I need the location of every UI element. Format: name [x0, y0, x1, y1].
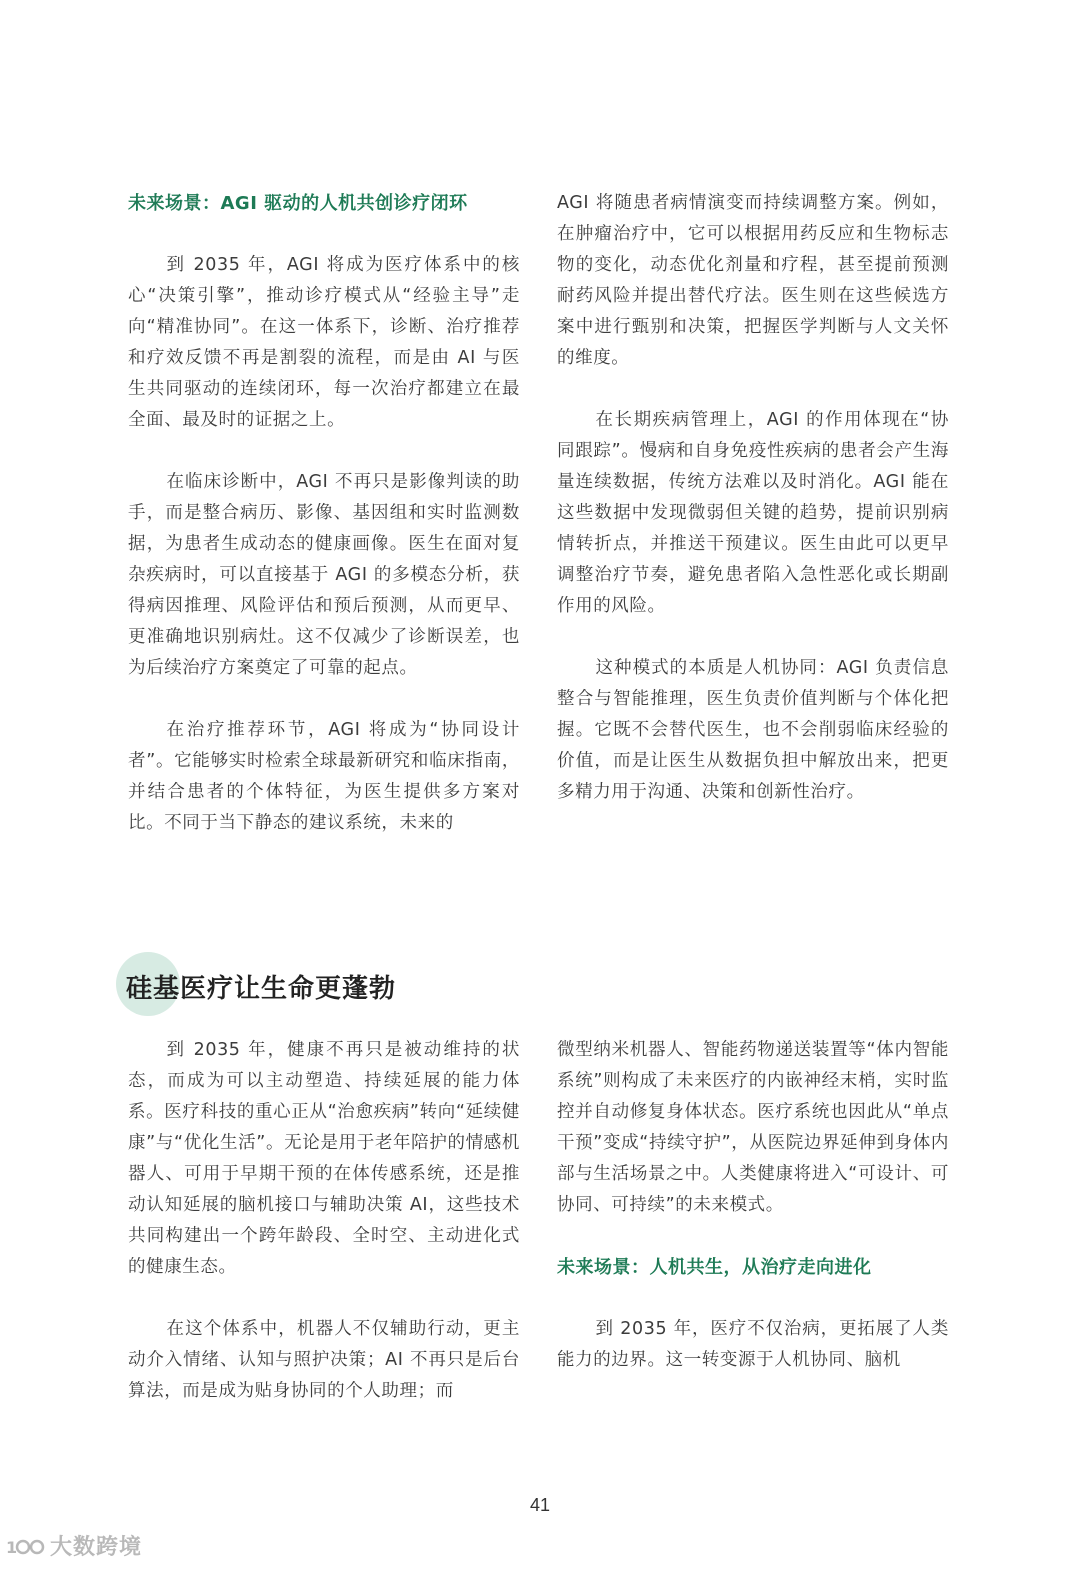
watermark: [6, 1530, 156, 1570]
page-number: 41: [529, 1495, 551, 1515]
top-left-column: [128, 188, 520, 839]
bottom-right-column: [557, 1035, 949, 1376]
subheading-agi-loop: 未来场景：AGI 驱动的人机共创诊疗闭环: [128, 193, 468, 214]
paragraph: 到 2035 年，健康不再只是被动维持的状态，而成为可以主动塑造、持续延展的能力体系。医疗科技的重心正从“治愈疾病”转向“延续健康”与“优化生活”。无论是用于老年陪护的情感机器人、可用于早期干预的在体传感系统，还是推动认知延展的脑机接口与辅助决策 AI，这些技术共同构建出一个跨年龄段、全时空、主动进化式的健康生态。: [128, 1040, 520, 1277]
section-title-block: [112, 948, 532, 1016]
paragraph: 在临床诊断中，AGI 不再只是影像判读的助手，而是整合病历、影像、基因组和实时监测数据，为患者生成动态的健康画像。医生在面对复杂疾病时，可以直接基于 AGI 的多模态分析，获得病因推理、风险评估和预后预测，从而更早、更准确地识别病灶。这不仅减少了诊断误差，也为后续治疗方案奠定了可靠的起点。: [128, 472, 520, 678]
section-title: 硅基医疗让生命更蓬勃: [126, 974, 397, 1004]
paragraph: AGI 将随患者病情演变而持续调整方案。例如，在肿瘤治疗中，它可以根据用药反应和生物标志物的变化，动态优化剂量和疗程，甚至提前预测耐药风险并提出替代疗法。医生则在这些候选方案中进行甄别和决策，把握医学判断与人文关怀的维度。: [557, 193, 949, 368]
svg-text:1: 1: [6, 1537, 18, 1557]
paragraph: 这种模式的本质是人机协同：AGI 负责信息整合与智能推理，医生负责价值判断与个体化把握。它既不会替代医生，也不会削弱临床经验的价值，而是让医生从数据负担中解放出来，把更多精力用于沟通、决策和创新性治疗。: [557, 658, 949, 802]
paragraph: 到 2035 年，AGI 将成为医疗体系中的核心“决策引擎”，推动诊疗模式从“经验主导”走向“精准协同”。在这一体系下，诊断、治疗推荐和疗效反馈不再是割裂的流程，而是由 AI 与医生共同驱动的连续闭环，每一次治疗都建立在最全面、最及时的证据之上。: [128, 255, 520, 430]
watermark-logo-icon: [6, 1533, 46, 1559]
paragraph: 在长期疾病管理上，AGI 的作用体现在“协同跟踪”。慢病和自身免疫性疾病的患者会产生海量连续数据，传统方法难以及时消化。AGI 能在这些数据中发现微弱但关键的趋势，提前识别病情转折点，并推送干预建议。医生由此可以更早调整治疗节奏，避免患者陷入急性恶化或长期副作用的风险。: [557, 410, 949, 616]
bottom-left-column: [128, 1035, 520, 1407]
paragraph: 在治疗推荐环节，AGI 将成为“协同设计者”。它能够实时检索全球最新研究和临床指南，并结合患者的个体特征，为医生提供多方案对比。不同于当下静态的建议系统，未来的: [128, 720, 520, 833]
subheading-symbiosis: 未来场景：人机共生，从治疗走向进化: [557, 1257, 872, 1278]
paragraph: 到 2035 年，医疗不仅治病，更拓展了人类能力的边界。这一转变源于人机协同、脑机: [557, 1319, 949, 1370]
top-right-column: [557, 188, 949, 808]
paragraph: 在这个体系中，机器人不仅辅助行动，更主动介入情绪、认知与照护决策；AI 不再只是后台算法，而是成为贴身协同的个人助理；而: [128, 1319, 520, 1401]
paragraph: 微型纳米机器人、智能药物递送装置等“体内智能系统”则构成了未来医疗的内嵌神经末梢，实时监控并自动修复身体状态。医疗系统也因此从“单点干预”变成“持续守护”，从医院边界延伸到身体内部与生活场景之中。人类健康将进入“可设计、可协同、可持续”的未来模式。: [557, 1040, 949, 1215]
watermark-text: 大数跨境: [50, 1535, 143, 1560]
